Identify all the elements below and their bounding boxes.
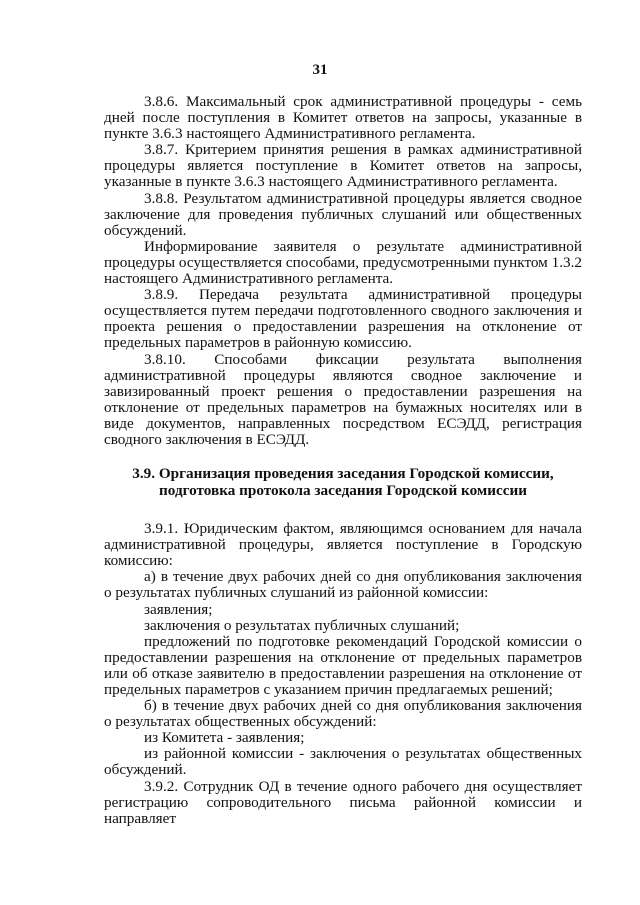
page-number: 31: [312, 62, 328, 78]
list-item-a: а) в течение двух рабочих дней со дня опубликования заключения о результатах публичных слушаний из районной комиссии:: [104, 568, 582, 602]
paragraph-3-8-9: 3.8.9. Передача результата административной процедуры осуществляется путем передачи подготовленного сводного заключения и проекта решения о предоставлении разрешения на отклонение от предельных параметров в районную комиссию.: [104, 286, 582, 352]
section-heading-3-9: [104, 466, 582, 499]
paragraph-3-8-10: 3.8.10. Способами фиксации результата выполнения административной процедуры являются сводное заключение и завизированный проект решения о предоставлении разрешения на отклонение от предельных параметров на бумажных носителях или в виде документов, направленных посредством ЕСЭДД, регистрация сводного заключения в ЕСЭДД.: [104, 350, 582, 448]
paragraph-3-9-1: 3.9.1. Юридическим фактом, являющимся основанием для начала административной процедуры, является поступление в Городскую комиссию:: [104, 520, 582, 570]
list-item-proposals: предложений по подготовке рекомендаций Городской комиссии о предоставлении разрешения на отклонение от предельных параметров или об отказе заявителю в предоставлении разрешения на отклонение от предельных параметров с указанием причин предлагаемых решений;: [104, 632, 582, 698]
list-item-conclusion: заключения о результатах публичных слушаний;: [144, 616, 460, 634]
paragraph-3-8-8: 3.8.8. Результатом административной процедуры является сводное заключение для проведения публичных слушаний или общественных обсуждений.: [104, 189, 582, 239]
list-item-from-committee: из Комитета - заявления;: [144, 729, 305, 747]
list-item-statement: заявления;: [144, 600, 213, 618]
paragraph-informing: Информирование заявителя о результате административной процедуры осуществляется способами, предусмотренными пунктом 1.3.2 настоящего Административного регламента.: [104, 237, 582, 288]
list-item-b: б) в течение двух рабочих дней со дня опубликования заключения о результатах общественных обсуждений:: [104, 697, 582, 731]
paragraph-3-8-7: 3.8.7. Критерием принятия решения в рамках административной процедуры является поступление в Комитет ответов на запросы, указанные в пункте 3.6.3 настоящего Административного регламента.: [104, 141, 582, 191]
section-heading-line-2: подготовка протокола заседания Городской комиссии: [159, 481, 527, 499]
list-item-from-district-commission: из районной комиссии - заключения о результатах общественных обсуждений.: [104, 745, 582, 779]
paragraph-3-9-2: 3.9.2. Сотрудник ОД в течение одного рабочего дня осуществляет регистрацию сопроводительного письма районной комиссии и направляет: [104, 777, 582, 827]
document-body: [104, 94, 582, 827]
paragraph-3-8-6: 3.8.6. Максимальный срок административной процедуры - семь дней после поступления в Комитет ответов на запросы, указанные в пункте 3.6.3 настоящего Административного регламента.: [104, 93, 582, 143]
section-heading-line-1: 3.9. Организация проведения заседания Городской комиссии,: [132, 465, 554, 483]
